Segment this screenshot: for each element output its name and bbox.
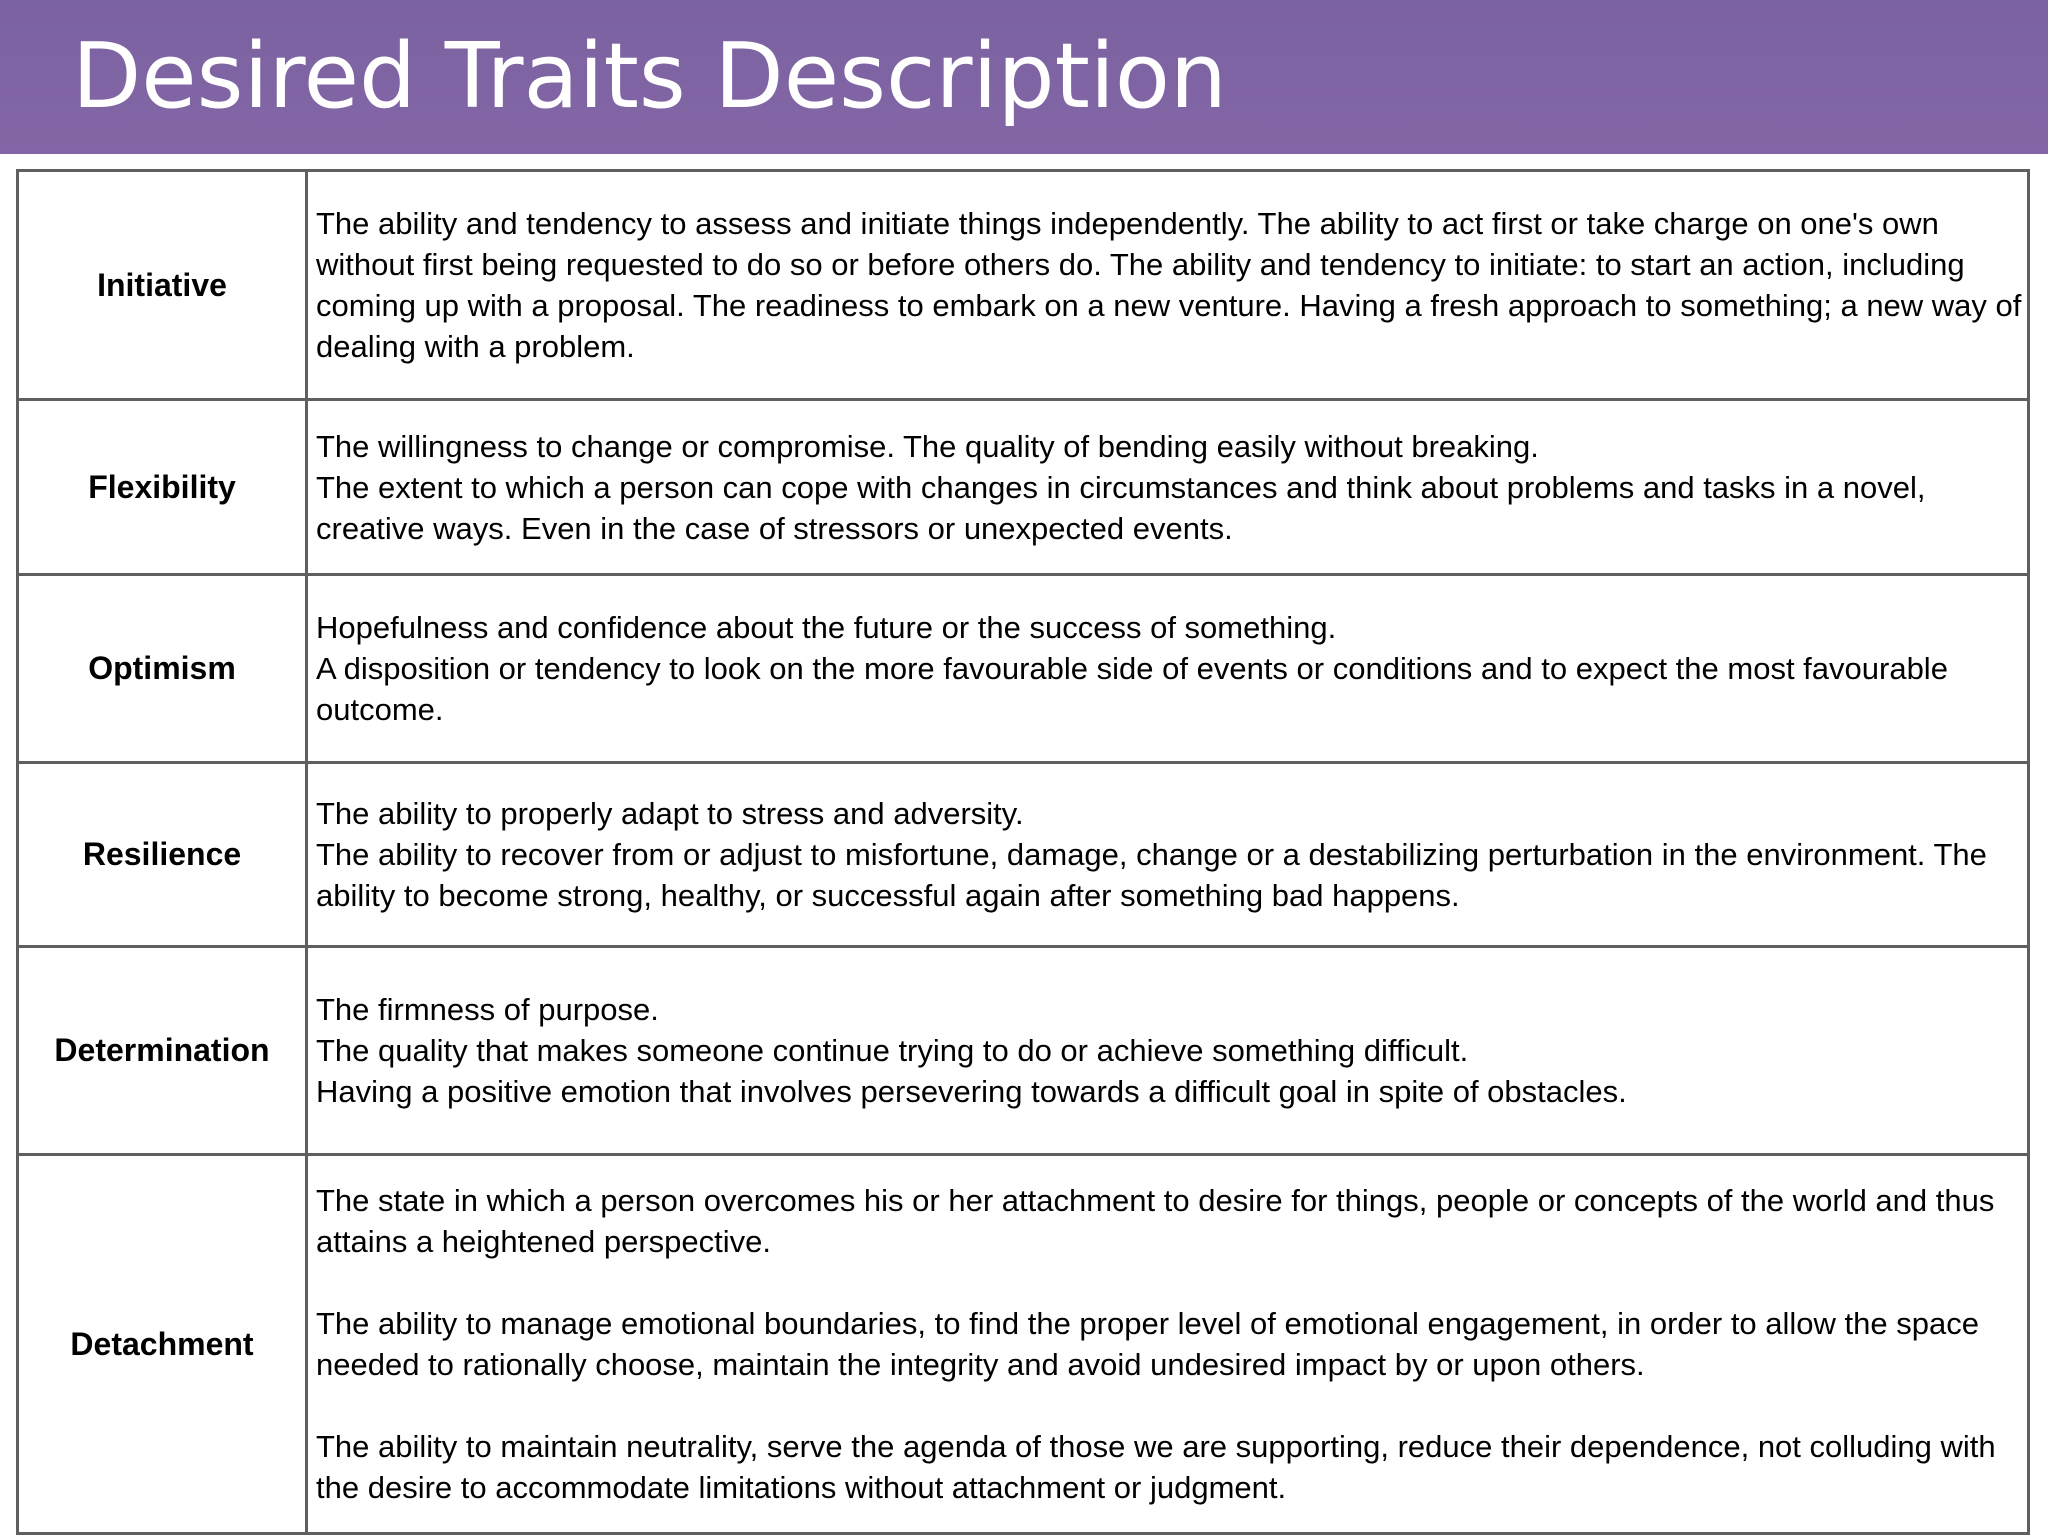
trait-description-text: The extent to which a person can cope with changes in circumstances and think about problems and tasks in a novel, creative ways. Even in the case of stressors or unexpected events. [316,469,1926,546]
table-row-resilience [18,763,2029,947]
trait-description-cell [307,171,2029,400]
trait-description-cell [307,575,2029,763]
trait-name-cell [18,947,307,1155]
table-row-detachment [18,1155,2029,1534]
trait-description-cell [307,947,2029,1155]
trait-name: Determination [54,1032,270,1068]
trait-description-text: Having a positive emotion that involves persevering towards a difficult goal in spite of obstacles. [316,1074,1627,1109]
trait-name: Resilience [82,836,242,872]
trait-description-text: The ability to properly adapt to stress and adversity. [316,796,1024,831]
table-row-determination [18,947,2029,1155]
trait-description-text: The ability to maintain neutrality, serve the agenda of those we are supporting, reduce their dependence, not colluding with the desire to accommodate limitations without attachment or judgment. [316,1429,1996,1505]
trait-name-cell [18,400,307,575]
trait-name-cell [18,1155,307,1534]
traits-table [16,169,2030,1535]
trait-description-cell [307,1155,2029,1534]
table-row-optimism [18,575,2029,763]
trait-name: Optimism [88,650,236,686]
trait-name: Detachment [70,1325,254,1362]
trait-name-cell [18,575,307,763]
trait-name: Initiative [97,266,227,303]
trait-description-text: The quality that makes someone continue trying to do or achieve something difficult. [316,1033,1469,1068]
trait-description-text: A disposition or tendency to look on the more favourable side of events or conditions and to expect the most favourable outcome. [316,651,1948,727]
table-row-flexibility [18,400,2029,575]
title-bar [0,0,2048,154]
trait-description-text: The state in which a person overcomes his or her attachment to desire for things, people or concepts of the world and thus attains a heightened perspective. [316,1183,1995,1259]
trait-name-cell [18,763,307,947]
trait-description-text: Hopefulness and confidence about the future or the success of something. [316,610,1337,645]
trait-description-text: The ability to recover from or adjust to misfortune, damage, change or a destabilizing perturbation in the environment. The ability to become strong, healthy, or successful again after something bad happens. [316,837,1987,913]
trait-name-cell [18,171,307,400]
table-row-initiative [18,171,2029,400]
page-title: Desired Traits Description [72,24,1227,129]
trait-description-text: The firmness of purpose. [316,992,659,1027]
trait-description-cell [307,763,2029,947]
trait-description-text: The ability and tendency to assess and initiate things independently. The ability to act first or take charge on one's own without first being requested to do so or before others do. The ability and tendency to initiate: to start an action, including coming up with a proposal. The readiness to embark on a new venture. Having a fresh approach to something; a new way of dealing with a problem. [316,206,2022,364]
trait-name: Flexibility [88,468,236,505]
trait-description-text: The ability to manage emotional boundaries, to find the proper level of emotional engagement, in order to allow the space needed to rationally choose, maintain the integrity and avoid undesired impact by or upon others. [316,1306,1979,1382]
trait-description-text: The willingness to change or compromise. The quality of bending easily without breaking. [316,428,1539,464]
trait-description-cell [307,400,2029,575]
